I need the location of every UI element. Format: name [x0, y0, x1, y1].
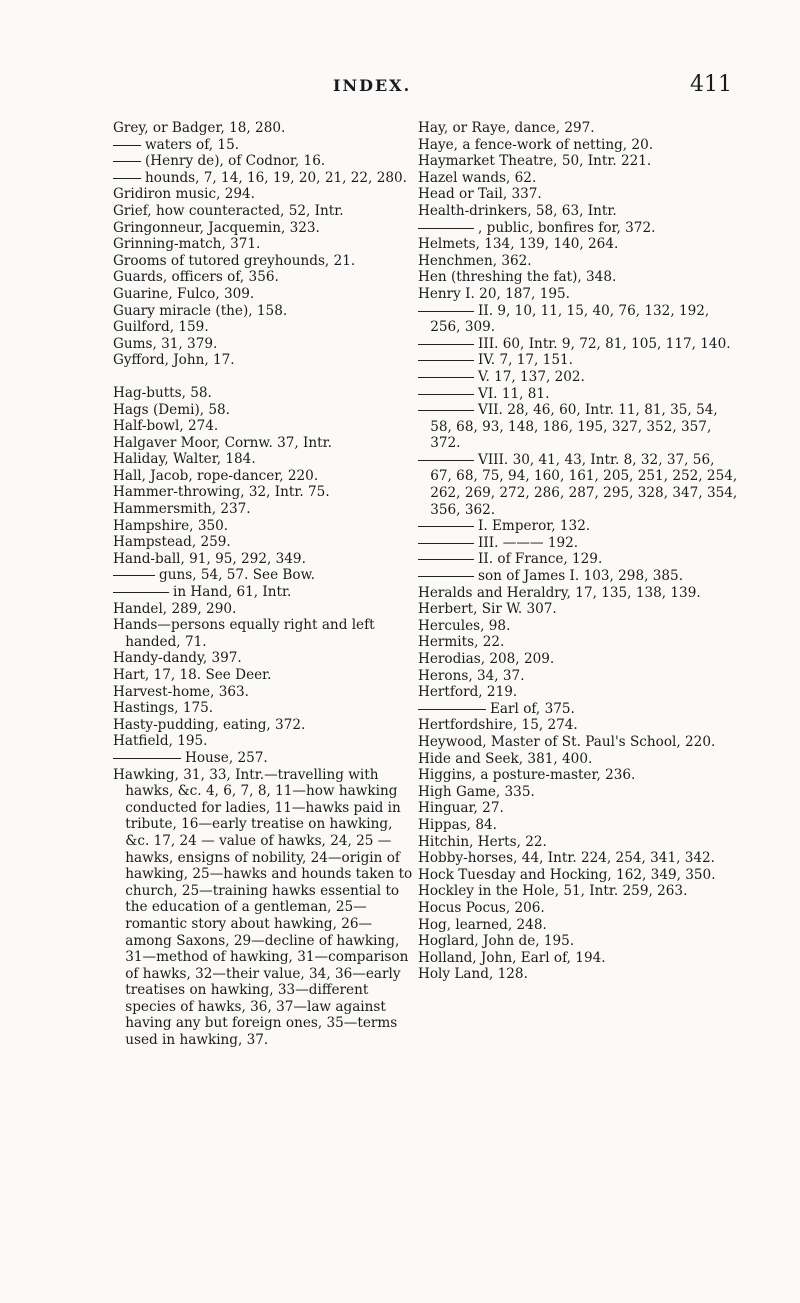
index-entry-text: V. 17, 137, 202. — [478, 368, 585, 385]
index-column-left — [113, 120, 413, 1049]
ditto-rule — [418, 228, 474, 229]
index-entry-text: Handel, 289, 290. — [113, 600, 237, 617]
index-entry-text: Hide and Seek, 381, 400. — [418, 750, 593, 767]
index-entry — [113, 501, 413, 518]
index-entry — [418, 734, 738, 751]
ditto-rule — [418, 410, 474, 411]
index-entry — [418, 917, 738, 934]
index-entry — [113, 468, 413, 485]
index-entry — [418, 651, 738, 668]
index-entry-text: Gyfford, John, 17. — [113, 352, 235, 369]
index-entry-text: Hen (threshing the fat), 348. — [418, 269, 617, 286]
index-entry — [113, 170, 413, 187]
index-entry — [113, 220, 413, 237]
index-entry — [418, 867, 738, 884]
index-entry-text: Earl of, 375. — [490, 700, 575, 717]
index-entry-text: Heralds and Heraldry, 17, 135, 138, 139. — [418, 584, 701, 601]
index-entry-text: Hands—persons equally right and left handed, 71. — [113, 617, 375, 650]
index-entry — [113, 236, 413, 253]
index-entry-text: Hitchin, Herts, 22. — [418, 833, 547, 850]
index-entry-text: Guarine, Fulco, 309. — [113, 285, 255, 302]
index-entry — [113, 253, 413, 270]
index-entry-text: Hog, learned, 248. — [418, 916, 547, 933]
index-entry — [418, 634, 738, 651]
index-entry-text: Hay, or Raye, dance, 297. — [418, 120, 595, 136]
index-entry — [418, 966, 738, 983]
index-entry — [418, 950, 738, 967]
index-entry-text: son of James I. 103, 298, 385. — [478, 568, 684, 585]
index-entry — [113, 153, 413, 170]
index-entry-text: Hammer-throwing, 32, Intr. 75. — [113, 484, 330, 501]
index-entry — [418, 220, 738, 237]
index-entry — [418, 286, 738, 303]
index-entry — [418, 236, 738, 253]
index-entry-text: Higgins, a posture-master, 236. — [418, 767, 636, 784]
index-entry-text: Guards, officers of, 356. — [113, 269, 279, 286]
index-entry — [113, 484, 413, 501]
index-entry — [113, 451, 413, 468]
index-entry-text: Grooms of tutored greyhounds, 21. — [113, 252, 356, 269]
index-entry-text: Haymarket Theatre, 50, Intr. 221. — [418, 153, 652, 170]
index-entry — [418, 850, 738, 867]
index-entry — [113, 186, 413, 203]
index-entry — [418, 751, 738, 768]
ditto-rule — [418, 576, 474, 577]
index-entry — [113, 120, 413, 137]
index-entry-text: Hampstead, 259. — [113, 534, 231, 551]
index-entry-text: hounds, 7, 14, 16, 19, 20, 21, 22, 280. — [145, 169, 407, 186]
index-entry — [418, 834, 738, 851]
index-entry — [418, 933, 738, 950]
index-entry-text: II. 9, 10, 11, 15, 40, 76, 132, 192, 256, 309. — [430, 302, 710, 336]
index-entry — [113, 319, 413, 336]
section-gap — [113, 369, 413, 385]
ditto-rule — [418, 344, 474, 345]
page-header — [0, 72, 800, 106]
index-entry — [113, 667, 413, 684]
index-entry-text: Harvest-home, 363. — [113, 683, 249, 700]
ditto-rule — [418, 360, 474, 361]
index-entry — [113, 534, 413, 551]
index-entry — [418, 701, 738, 718]
ditto-rule — [113, 592, 169, 593]
index-entry-text: (Henry de), of Codnor, 16. — [145, 153, 326, 170]
index-entry-text: Hock Tuesday and Hocking, 162, 349, 350. — [418, 866, 716, 883]
index-entry-text: Halgaver Moor, Cornw. 37, Intr. — [113, 434, 332, 451]
index-entry-text: Hobby-horses, 44, Intr. 224, 254, 341, 342. — [418, 850, 715, 867]
index-entry — [113, 684, 413, 701]
index-entry-text: Hasty-pudding, eating, 372. — [113, 716, 306, 733]
index-entry-text: Hastings, 175. — [113, 700, 214, 717]
index-entry-text: Heywood, Master of St. Paul's School, 220. — [418, 733, 716, 750]
ditto-rule — [418, 559, 474, 560]
index-entry — [418, 601, 738, 618]
index-entry — [113, 269, 413, 286]
index-entry — [418, 800, 738, 817]
index-entry-text: Grinning-match, 371. — [113, 236, 261, 253]
index-entry — [418, 120, 738, 137]
index-entry — [418, 269, 738, 286]
index-entry-text: guns, 54, 57. See Bow. — [159, 567, 315, 584]
index-entry-text: Hockley in the Hole, 51, Intr. 259, 263. — [418, 883, 688, 900]
index-entry-text: Hampshire, 350. — [113, 517, 229, 534]
index-entry — [418, 137, 738, 154]
index-entry — [418, 203, 738, 220]
index-entry — [113, 518, 413, 535]
index-entry-text: Hercules, 98. — [418, 617, 511, 634]
index-entry-text: VI. 11, 81. — [478, 385, 550, 402]
index-entry-text: Hag-butts, 58. — [113, 384, 212, 401]
index-entry — [113, 402, 413, 419]
index-entry — [418, 900, 738, 917]
index-entry-text: Henry I. 20, 187, 195. — [418, 285, 570, 302]
index-entry — [418, 568, 738, 585]
index-entry — [418, 386, 738, 403]
index-entry-text: Hatfield, 195. — [113, 733, 208, 750]
index-entry-text: High Game, 335. — [418, 783, 535, 800]
index-entry-text: Hand-ball, 91, 95, 292, 349. — [113, 550, 306, 567]
index-entry-text: III. ——— 192. — [478, 534, 579, 551]
index-entry-text: VII. 28, 46, 60, Intr. 11, 81, 35, 54, 58, 68, 93, 148, 186, 195, 327, 352, 357, 372. — [430, 402, 718, 452]
index-entry — [113, 385, 413, 402]
index-entry-text: Grief, how counteracted, 52, Intr. — [113, 202, 344, 219]
index-entry-text: Handy-dandy, 397. — [113, 650, 242, 667]
page-number: 411 — [690, 72, 732, 97]
index-entry — [113, 567, 413, 584]
index-entry-text: VIII. 30, 41, 43, Intr. 8, 32, 37, 56, 67, 68, 75, 94, 160, 161, 205, 251, 252, 254, 262, 269, 272, 286, 287, 295, 328, 347, 354, 356, 362. — [430, 451, 738, 518]
index-entry — [418, 153, 738, 170]
index-entry — [418, 186, 738, 203]
index-entry-text: Gridiron music, 294. — [113, 186, 256, 203]
index-entry — [113, 352, 413, 369]
index-entry — [418, 684, 738, 701]
index-entry — [418, 452, 738, 518]
index-entry — [113, 750, 413, 767]
ditto-rule — [113, 161, 141, 162]
index-entry-text: Health-drinkers, 58, 63, Intr. — [418, 202, 617, 219]
index-entry-text: Haliday, Walter, 184. — [113, 451, 256, 468]
index-entry — [418, 585, 738, 602]
index-entry-text: Hocus Pocus, 206. — [418, 899, 545, 916]
index-entry-text: Hoglard, John de, 195. — [418, 933, 575, 950]
index-entry — [113, 584, 413, 601]
index-entry — [418, 402, 738, 452]
index-entry — [418, 551, 738, 568]
ditto-rule — [418, 543, 474, 544]
index-entry — [113, 650, 413, 667]
index-entry — [418, 717, 738, 734]
ditto-rule — [418, 460, 474, 461]
index-entry-text: Holland, John, Earl of, 194. — [418, 949, 606, 966]
index-entry — [113, 418, 413, 435]
index-entry-text: IV. 7, 17, 151. — [478, 352, 573, 369]
index-entry — [418, 352, 738, 369]
index-entry — [418, 253, 738, 270]
index-entry — [418, 303, 738, 336]
index-entry-text: Hawking, 31, 33, Intr.—travelling with hawks, &c. 4, 6, 7, 8, 11—how hawking conducted for ladies, 11—hawks paid in tribute, 16—early treatise on hawking, &c. 17, 24 — value of hawks, 24, 25 — hawks, ensigns of nobility, 24—origin of hawking, 25—hawks and hounds taken to church, 25—training hawks essential to the education of a gentleman, 25—romantic story about hawking, 26—among Saxons, 29—decline of hawking, 31—method of hawking, 31—comparison of hawks, 32—their value, 34, 36—early treatises on hawking, 33—different species of hawks, 36, 37—law against having any but foreign ones, 35—terms used in hawking, 37. — [113, 766, 413, 1049]
index-entry — [418, 784, 738, 801]
index-entry-text: Herons, 34, 37. — [418, 667, 525, 684]
index-entry-text: Hazel wands, 62. — [418, 169, 537, 186]
ditto-rule — [418, 311, 474, 312]
index-entry — [418, 336, 738, 353]
index-entry — [113, 617, 413, 650]
index-entry — [418, 618, 738, 635]
ditto-rule — [113, 145, 141, 146]
index-entry-text: in Hand, 61, Intr. — [173, 584, 292, 601]
index-entry-text: waters of, 15. — [145, 136, 240, 153]
index-entry-text: Henchmen, 362. — [418, 252, 532, 269]
index-entry-text: Hall, Jacob, rope-dancer, 220. — [113, 467, 319, 484]
ditto-rule — [418, 394, 474, 395]
index-entry — [113, 601, 413, 618]
index-entry — [113, 435, 413, 452]
index-entry-text: Grey, or Badger, 18, 280. — [113, 120, 286, 136]
ditto-rule — [113, 575, 155, 576]
index-entry — [418, 767, 738, 784]
index-entry — [113, 700, 413, 717]
index-entry — [113, 336, 413, 353]
index-entry-text: Hammersmith, 237. — [113, 501, 251, 518]
index-entry — [418, 883, 738, 900]
index-entry-text: Hart, 17, 18. See Deer. — [113, 667, 272, 683]
index-entry-text: Gums, 31, 379. — [113, 335, 218, 352]
index-entry-text: II. of France, 129. — [478, 551, 603, 568]
index-entry-text: Half-bowl, 274. — [113, 418, 219, 435]
index-entry — [418, 518, 738, 535]
index-entry-text: Gringonneur, Jacquemin, 323. — [113, 219, 320, 236]
index-entry-text: Hippas, 84. — [418, 816, 497, 833]
index-entry — [113, 551, 413, 568]
index-entry — [113, 767, 413, 1049]
index-entry-text: Hermits, 22. — [418, 634, 505, 651]
index-entry-text: Hags (Demi), 58. — [113, 401, 231, 418]
index-entry-text: Guilford, 159. — [113, 319, 209, 336]
index-entry-text: Helmets, 134, 139, 140, 264. — [418, 236, 619, 253]
index-entry-text: Herodias, 208, 209. — [418, 651, 555, 667]
index-entry — [418, 170, 738, 187]
index-entry-text: House, 257. — [185, 749, 268, 766]
index-entry-text: Holy Land, 128. — [418, 966, 528, 983]
index-entry-text: Hertford, 219. — [418, 684, 518, 701]
index-entry-text: Hinguar, 27. — [418, 800, 504, 817]
ditto-rule — [418, 377, 474, 378]
index-entry — [113, 717, 413, 734]
ditto-rule — [418, 526, 474, 527]
index-entry-text: , public, bonfires for, 372. — [478, 219, 656, 236]
page-title: INDEX. — [333, 76, 412, 95]
index-entry — [113, 303, 413, 320]
index-entry-text: Head or Tail, 337. — [418, 186, 542, 203]
ditto-rule — [113, 758, 181, 759]
index-entry — [418, 369, 738, 386]
index-entry — [113, 137, 413, 154]
index-entry — [418, 535, 738, 552]
index-entry — [113, 733, 413, 750]
ditto-rule — [113, 178, 141, 179]
index-entry-text: Herbert, Sir W. 307. — [418, 601, 557, 618]
index-entry-text: Haye, a fence-work of netting, 20. — [418, 136, 654, 153]
index-entry-text: Hertfordshire, 15, 274. — [418, 717, 578, 734]
index-entry-text: I. Emperor, 132. — [478, 518, 591, 535]
index-entry — [418, 668, 738, 685]
index-column-right — [418, 120, 738, 983]
index-entry — [113, 286, 413, 303]
index-entry — [418, 817, 738, 834]
index-entry — [113, 203, 413, 220]
ditto-rule — [418, 709, 486, 710]
index-entry-text: Guary miracle (the), 158. — [113, 302, 288, 319]
index-entry-text: III. 60, Intr. 9, 72, 81, 105, 117, 140. — [478, 335, 731, 352]
